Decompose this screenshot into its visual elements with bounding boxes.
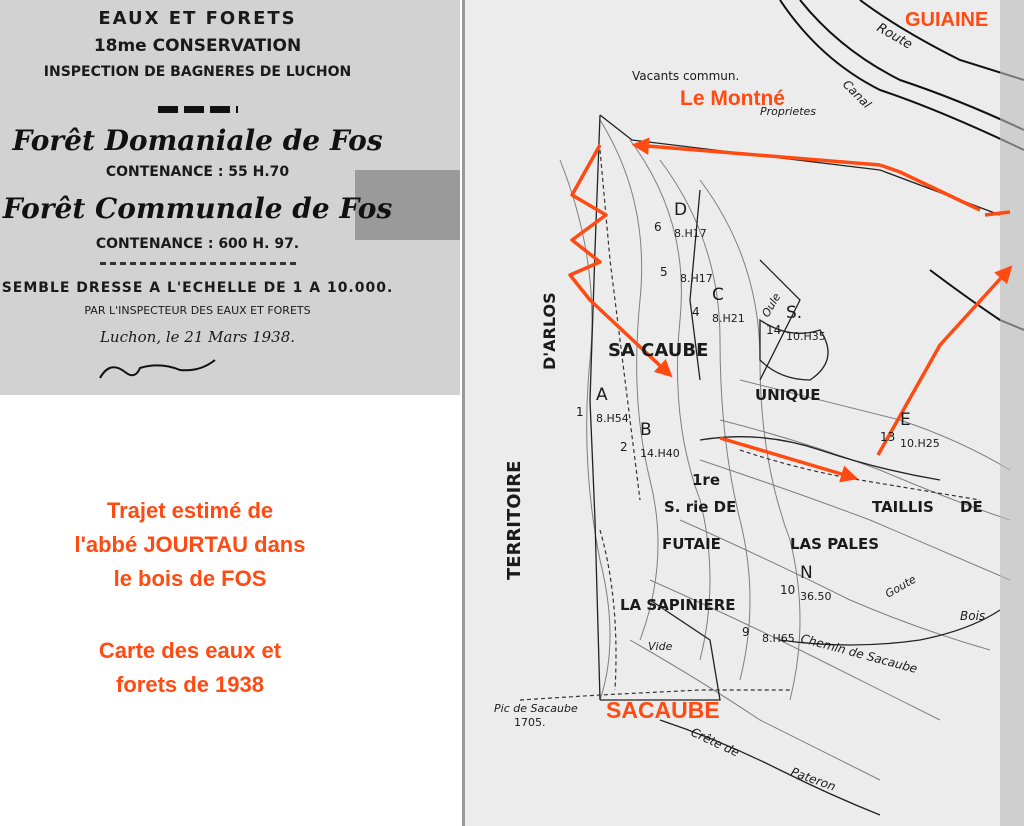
parcel-letter: D xyxy=(674,200,688,220)
header-dotted-rule xyxy=(100,262,300,265)
label-chemin: Chemin de Sacaube xyxy=(799,631,919,676)
header-contenance-communale: CONTENANCE : 600 H. 97. xyxy=(95,236,300,252)
signature xyxy=(90,350,230,390)
label-de: DE xyxy=(960,498,983,516)
parcel-area: 8.H65 xyxy=(762,632,795,645)
right-edge-shadow xyxy=(1000,0,1024,826)
parcel-area: 10.H35 xyxy=(786,330,826,343)
label-le-montne: Le Montné xyxy=(680,87,785,110)
label-territoire: TERRITOIRE xyxy=(504,460,525,580)
label-vacants: Vacants commun. xyxy=(632,69,740,83)
label-futaie: FUTAIE xyxy=(662,535,721,553)
header-echelle: SEMBLE DRESSE A L'ECHELLE DE 1 A 10.000. xyxy=(1,280,394,296)
parcel-number: 5 xyxy=(660,265,668,279)
parcel-letter: E xyxy=(900,410,911,430)
header-foret-domaniale: Forêt Domaniale de Fos xyxy=(12,124,383,157)
parcel-letter: N xyxy=(800,563,813,583)
label-arlos: D'ARLOS xyxy=(540,292,559,370)
header-divider-bars xyxy=(158,106,238,113)
parcel-number: 10 xyxy=(780,583,796,597)
label-oule: Oule xyxy=(759,290,784,320)
caption-line-4: Carte des eaux et xyxy=(98,638,282,663)
parcel-number: 1 xyxy=(576,405,584,419)
map-border-line xyxy=(462,0,465,826)
label-pic: Pic de Sacaube xyxy=(494,702,578,715)
label-s-de: S. rie DE xyxy=(664,498,737,516)
header-date: Luchon, le 21 Mars 1938. xyxy=(99,328,296,346)
label-sacaube: SACAUBE xyxy=(606,697,720,723)
label-la-sapiniere: LA SAPINIERE xyxy=(620,596,736,614)
label-bois: Bois xyxy=(960,609,986,623)
label-goute: Goute xyxy=(883,572,919,601)
parcel-area: 36.50 xyxy=(800,590,832,603)
parcel-letter: C xyxy=(712,285,724,305)
parcel-letter: A xyxy=(596,385,608,405)
parcel-area: 8.H54 xyxy=(596,412,629,425)
parcel-number: 9 xyxy=(742,625,750,639)
label-serie1: 1re xyxy=(692,471,721,489)
label-taillis: TAILLIS xyxy=(872,498,934,516)
caption-line-5: forets de 1938 xyxy=(116,672,264,697)
label-proprietes: Proprietes xyxy=(760,105,817,118)
label-altitude: 1705. xyxy=(514,716,546,729)
header-contenance-domaniale: CONTENANCE : 55 H.70 xyxy=(105,164,290,180)
parcel-letter: S. xyxy=(786,303,803,323)
parcel-area: 10.H25 xyxy=(900,437,940,450)
document-header xyxy=(0,0,460,395)
label-vide: Vide xyxy=(648,640,673,653)
caption-line-2: l'abbé JOURTAU dans xyxy=(74,532,306,557)
parcel-area: 8.H17 xyxy=(680,272,713,285)
parcel-number: 6 xyxy=(654,220,662,234)
parcel-number: 4 xyxy=(692,305,700,319)
label-unique: UNIQUE xyxy=(755,386,821,404)
label-sa-caube: SA CAUBE xyxy=(608,340,709,361)
label-route: Route xyxy=(874,20,915,53)
label-guiaine: GUIAINE xyxy=(905,9,989,31)
parcel-area: 8.H21 xyxy=(712,312,745,325)
parcel-letter: B xyxy=(640,420,652,440)
caption-line-3: le bois de FOS xyxy=(113,566,267,591)
header-line-inspection: INSPECTION DE BAGNERES DE LUCHON xyxy=(43,64,352,80)
header-line-conservation: 18me CONSERVATION xyxy=(93,36,302,56)
caption-line-1: Trajet estimé de xyxy=(106,498,274,523)
header-par-inspecteur: PAR L'INSPECTEUR DES EAUX ET FORETS xyxy=(84,304,311,317)
label-crete: Crête de xyxy=(688,725,742,760)
label-las-pales: LAS PALES xyxy=(790,535,880,553)
parcel-number: 13 xyxy=(880,430,896,444)
header-foret-communale: Forêt Communale de Fos xyxy=(2,192,393,225)
parcel-area: 14.H40 xyxy=(640,447,680,460)
parcel-number: 14 xyxy=(766,323,782,337)
parcel-area: 8.H17 xyxy=(674,227,707,240)
label-canal: Canal xyxy=(839,77,874,112)
header-line-eaux-forets: EAUX ET FORETS xyxy=(98,8,297,29)
parcel-number: 2 xyxy=(620,440,628,454)
label-pateron: Pateron xyxy=(788,764,838,794)
